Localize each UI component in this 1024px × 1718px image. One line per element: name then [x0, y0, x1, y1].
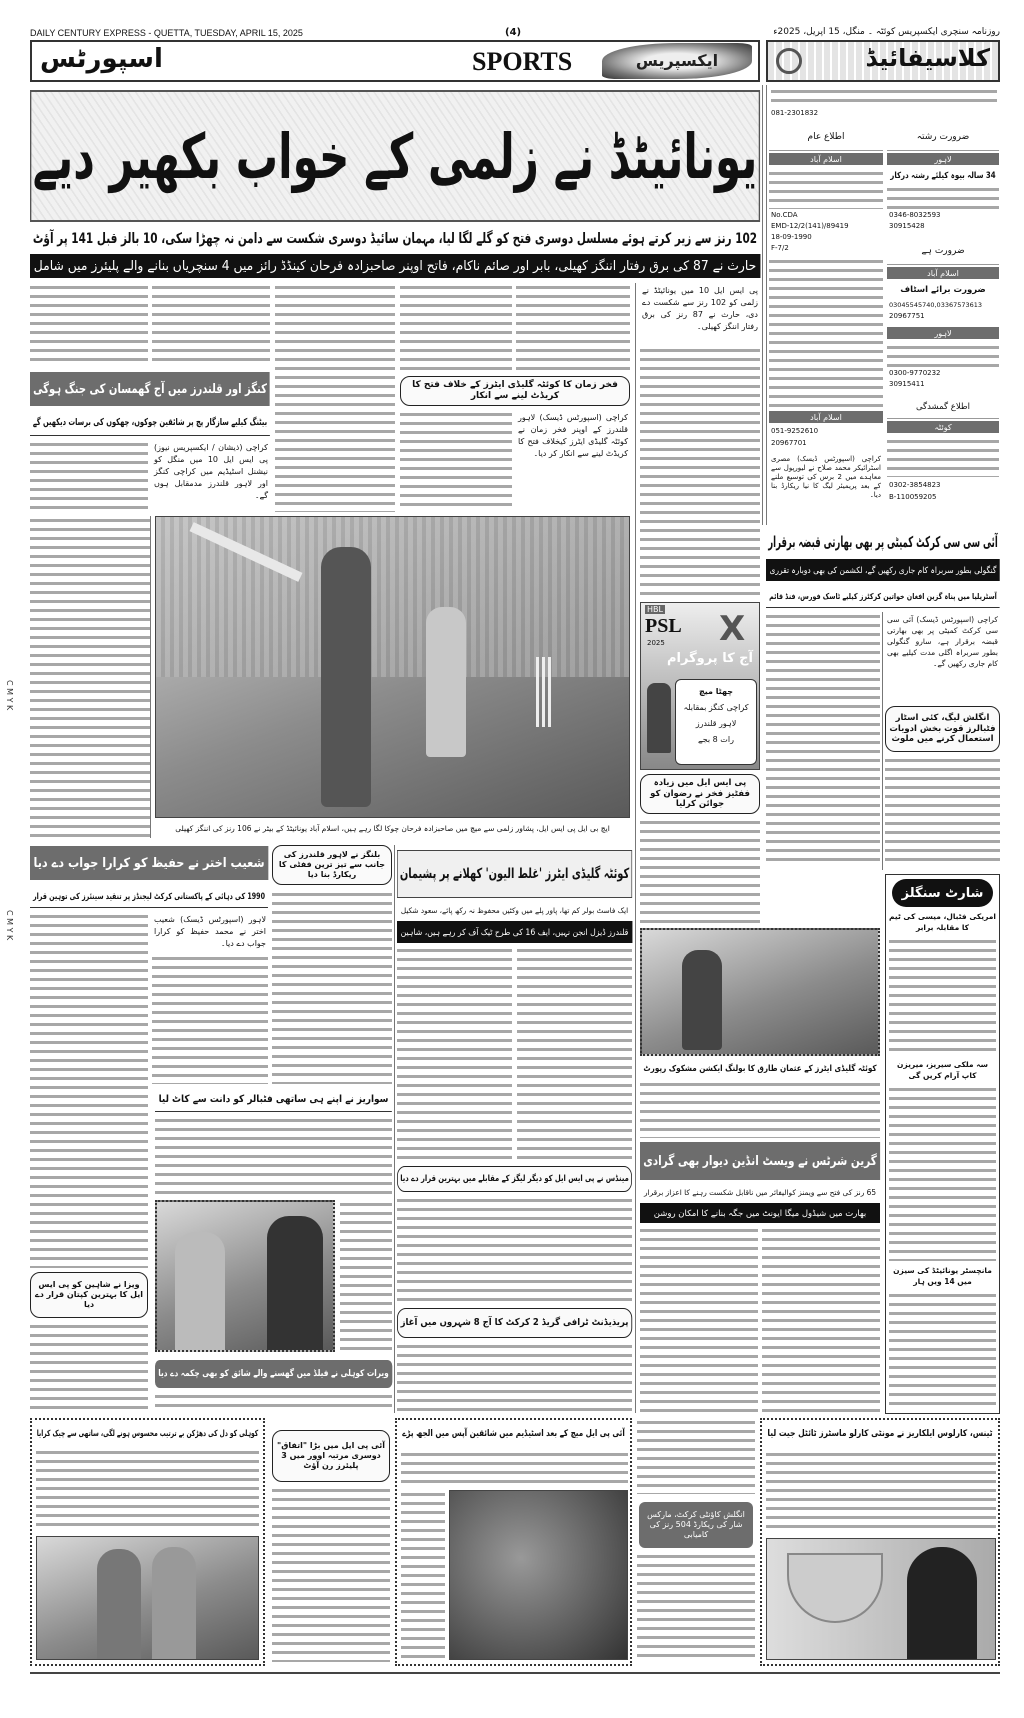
- lead-black-bar: حارث نے 87 کی برق رفتار اننگز کھیلی، بابر اور صائم ناکام، فاتح اوپنر صاحبزادہ فرحان کینڈڈ رائز میں 4 سنچریاں بنانے والے پلیئرز میں شامل: [30, 254, 760, 278]
- shoaib-headline: شعیب اختر نے حفیظ کو کرارا جواب دے دیا: [30, 846, 268, 880]
- text-column: [640, 1080, 880, 1138]
- short-single-headline: سہ ملکی سیریز، میریزن کاپ آرام کریں گی: [889, 1059, 996, 1081]
- usman-tariq-photo: [640, 928, 880, 1056]
- classified-phone: 051-9252610: [771, 427, 819, 435]
- section-title-urdu: اسپورٹس: [40, 44, 163, 74]
- masthead: [30, 40, 760, 82]
- classified-city: اسلام آباد: [769, 153, 883, 165]
- text-column: [397, 946, 512, 1160]
- wiese-headline: ویزا نے شاہین کو پی ایس ایل کا بہترین کپتان قرار دے دیا: [30, 1272, 148, 1318]
- county-headline: انگلش کاؤنٹی کرکٹ، مارکس شار کی ریکارڈ 504 رنز کی کامیابی: [639, 1502, 753, 1548]
- text-column: [30, 440, 148, 512]
- lead-photo-caption: ایچ بی ایل پی ایس ایل، پشاور زلمی سے میچ میں صاحبزادہ فرحان چوکا لگا رہے ہیں، اسلام آباد یونائیٹڈ کے بیٹر نے 106 رنز کی اننگز کھیلی: [155, 820, 630, 836]
- classified-phone: 0302-3854823: [889, 481, 941, 489]
- text-column: [766, 1450, 996, 1534]
- column-divider: [150, 516, 151, 838]
- text-column: [30, 912, 148, 1268]
- text-column: [885, 756, 1000, 866]
- short-single-headline: امریکی فٹبال، میسی کی ٹیم کا مقابلہ برابر: [889, 912, 996, 932]
- player-figure: [175, 1232, 225, 1352]
- cmyk-mark: C M Y K: [5, 680, 14, 711]
- green-shirts-headline: گرین شرٹس نے ویسٹ انڈین دیوار بھی گرادی: [640, 1142, 880, 1180]
- express-logo: ایکسپریس: [602, 43, 752, 79]
- short-singles-column: [885, 874, 1000, 1414]
- text-column: [275, 283, 395, 512]
- classified-notice: [771, 87, 997, 107]
- bottom-rule: [30, 1672, 1000, 1674]
- column-divider: [762, 85, 763, 525]
- column-divider: [394, 845, 395, 1413]
- quetta-eleven-black-bar: قلندرز ڈیزل انجن نہیں، ایف 16 کی طرح ٹیک آف کر رہے ہیں، شاہین: [397, 921, 632, 943]
- salah-body: کراچی (اسپورٹس ڈیسک) مصری اسٹرائیکر محمد صلاح نے لیورپول سے معاہدے میں 2 برس کی توسیع ملنے کے بعد پریمیئر لیگ کا نیا ریکارڈ بنا دیا۔: [769, 453, 883, 523]
- ipl-fans-headline: آئی پی ایل میچ کے بعد اسٹیڈیم میں شائقین آپس میں الجھ پڑے: [399, 1422, 628, 1446]
- classified-ref: 30915411: [889, 380, 925, 388]
- kings-qalandars-headline: کنگز اور قلندرز میں آج گھمسان کی جنگ ہوگی: [30, 372, 270, 406]
- classified-code: No.CDA: [771, 211, 798, 219]
- page-number: (4): [505, 27, 522, 38]
- text-column: [637, 1418, 755, 1494]
- icc-headline: آئی سی سی کرکٹ کمیٹی پر بھی بھارتی قبضہ برقرار: [766, 528, 1000, 556]
- text-column: [762, 1226, 880, 1412]
- ipl-fans-photo: [449, 1490, 628, 1660]
- suarez-photo: [155, 1200, 335, 1352]
- text-column: [36, 1448, 259, 1532]
- text-column: [889, 937, 996, 1055]
- psl-match-label: چھٹا میچ: [698, 687, 734, 696]
- text-column: [340, 1200, 392, 1352]
- quetta-eleven-headline: کوئٹہ گلیڈی ایٹرز 'غلط الیون' کھلانے پر پشیمان: [397, 850, 632, 898]
- classified-ad-text: [887, 437, 999, 477]
- classified-label-gumshudgi: اطلاع گمشدگی: [887, 395, 999, 419]
- kings-qalandars-subheadline: بیٹنگ کیلیے سازگار پچ پر شائقین چوکوں، چھکوں کی برسات دیکھیں گے: [30, 410, 270, 436]
- classified-title: کلاسیفائیڈ: [865, 44, 990, 72]
- green-shirts-black-bar: بھارت میں شیڈول میگا ایونٹ میں جگہ بنانے کا امکان روشن: [640, 1203, 880, 1223]
- classified-ad-title: ضرورت برائے اسٹاف: [887, 282, 999, 296]
- lead-story-body: پی ایس ایل 10 میں یونائیٹڈ نے زلمی کو 102 رنز سے شکست دے دی، حارث نے 87 رنز کی برق رفتار اننگز کھیلی۔: [640, 283, 760, 343]
- classified-ad-text: [887, 343, 999, 367]
- text-column: [397, 1196, 632, 1304]
- player-figure: [907, 1547, 977, 1660]
- fakhar-fifties-headline: پی ایس ایل میں زیادہ ففٹیز فخر نے رضوان کو جوائن کرلیا: [640, 774, 760, 814]
- classified-code: F-7/2: [771, 244, 789, 252]
- text-column: [889, 1085, 996, 1262]
- kohli-heart-headline: کوہلی کو دل کی دھڑکن بے ترتیب محسوس ہونے لگی، ساتھی سے چیک کرایا: [34, 1422, 261, 1444]
- trophy-image: [787, 1553, 883, 1623]
- icc-subheadline: آسٹریلیا میں پناہ گزین افغان خواتین کرکٹرز کیلیے ٹاسک فورس، فنڈ قائم: [766, 586, 1000, 608]
- kohli-photo: [36, 1536, 259, 1660]
- psl-logo: PSL: [645, 615, 682, 637]
- shoaib-subheadline: 1990 کی دہائی کے پاکستانی کرکٹ لیجنڈز پر تنقید سینئرز کی توہین قرار: [30, 886, 268, 908]
- batsman-figure: [321, 547, 371, 807]
- alcaraz-story: [760, 1418, 1000, 1666]
- text-column: [152, 954, 268, 1084]
- text-column: [272, 1486, 390, 1662]
- cmyk-mark-2: C M Y K: [5, 910, 14, 941]
- short-single-headline: مانچسٹر یونائیٹڈ کی سیزن میں 14 ویں ہار: [889, 1265, 996, 1287]
- fakhar-body: کراچی (اسپورٹس ڈیسک) لاہور قلندرز کے اوپنر فخر زمان نے کوئٹہ گلیڈی ایٹرز کیخلاف فتح کا کریڈٹ لینے سے انکار کر دیا۔: [516, 410, 630, 512]
- player-figure: [267, 1216, 323, 1352]
- lead-photo: [155, 516, 630, 818]
- fielder-figure: [426, 607, 466, 757]
- psl-year: 2025: [647, 639, 665, 647]
- classified-label-zaroorat: ضرورت ہے: [887, 237, 999, 265]
- text-column: [155, 1392, 392, 1412]
- alcaraz-photo: [766, 1538, 996, 1660]
- classified-ref: B-110059205: [889, 493, 937, 501]
- english-league-headline: انگلش لیگ، کئی اسٹار فٹبالرز قوت بخش ادویات استعمال کرنے میں ملوث: [885, 706, 1000, 752]
- trophy-icon: [647, 683, 671, 753]
- suarez-headline: سواریز نے اپنے ہی ساتھی فٹبالر کو دانت سے کاٹ لیا: [155, 1088, 392, 1112]
- kohli-heart-story: [30, 1418, 265, 1666]
- text-column: [517, 946, 632, 1160]
- classified-city: لاہور: [887, 153, 999, 165]
- psl-match-teams: کراچی کنگز بمقابلہ: [683, 703, 749, 712]
- dateline-urdu: روزنامہ سنچری ایکسپریس کوئٹہ ۔ منگل، 15 اپریل، 2025ء: [773, 27, 1000, 37]
- psl-brand: HBL: [647, 605, 663, 614]
- classified-city: کوئٹہ: [887, 421, 999, 433]
- classified-label-ittela: اطلاع عام: [769, 123, 883, 151]
- quetta-eleven-subheadline: ایک فاسٹ بولر کم تھا، پاور پلے میں وکٹیں محفوظ نہ رکھ پائے، سعود شکیل: [397, 901, 632, 919]
- player-figure: [152, 1547, 196, 1660]
- classified-phone: 0300-9770232: [889, 369, 941, 377]
- classified-ad-text: [769, 169, 883, 209]
- text-column: [155, 1116, 392, 1196]
- text-column: [30, 516, 150, 838]
- mendis-headline: مینڈس نے پی ایس ایل کو دیگر لیگز کے مقابلے میں بہترین قرار دے دیا: [397, 1166, 632, 1192]
- text-column: [152, 283, 270, 367]
- text-column: [640, 346, 760, 598]
- psl-edition: X: [719, 609, 746, 649]
- classified-ref: 20967701: [771, 439, 807, 447]
- classified-ref: 30915428: [889, 222, 925, 230]
- text-column: [400, 283, 512, 373]
- magnifier-icon: [776, 48, 802, 74]
- column-divider: [635, 283, 636, 1413]
- classified-ad-text: [769, 257, 883, 407]
- text-column: [401, 1490, 445, 1660]
- county-story: [637, 1418, 755, 1666]
- psl-match-time: رات 8 بجے: [698, 735, 734, 744]
- kohli-fan-headline: ویرات کوہلی نے فیلڈ میں گھسنے والے شائق کو بھی چکمہ دے دیا: [155, 1360, 392, 1388]
- classified-ref: 20967751: [889, 312, 925, 320]
- icc-black-bar: گنگولی بطور سربراہ کام جاری رکھیں گے، لکشمن کی بھی دوبارہ تقرری: [766, 559, 1000, 581]
- billings-headline: بلنگز نے لاہور قلندرز کی جانب سے تیز ترین ففٹی کا ریکارڈ بنا دیا: [272, 845, 392, 885]
- text-column: [30, 1322, 148, 1412]
- classified-phone: 0346-8032593: [889, 211, 941, 219]
- lead-subheadline: 102 رنز سے زیر کرتے ہوئے مسلسل دوسری فتح کو گلے لگا لیا، مہمان سائیڈ دوسری شکست سے دامن نہ چھڑا سکی، 10 بالز قبل 141 پر آؤٹ: [30, 226, 760, 252]
- usman-tariq-caption: کوئٹہ گلیڈی ایٹرز کے عثمان طارق کا بولنگ ایکشن مشکوک رپورٹ: [640, 1058, 880, 1078]
- classified-phone: 03045545740,03367573613: [889, 301, 983, 309]
- short-singles-title: شارٹ سنگلز: [892, 879, 993, 907]
- section-title-english: SPORTS: [472, 47, 573, 76]
- ipl-fans-story: [395, 1418, 632, 1666]
- text-column: [516, 283, 630, 373]
- column-divider: [882, 612, 883, 870]
- player-figure: [97, 1549, 141, 1660]
- text-column: [766, 612, 880, 866]
- text-column: [889, 1291, 996, 1409]
- classified-ad-text: [887, 185, 999, 209]
- text-column: [272, 890, 392, 1084]
- psl-program-title: آج کا پروگرام: [667, 651, 753, 666]
- dateline-english: DAILY CENTURY EXPRESS - QUETTA, TUESDAY, APRIL 15, 2025: [30, 28, 303, 38]
- ipl-runouts-story: [270, 1418, 392, 1666]
- classified-code: EMD-12/2(141)/89419: [771, 222, 849, 230]
- fakhar-headline: فخر زمان کا کوئٹہ گلیڈی ایٹرز کے خلاف فتح کا کریڈٹ لینے سے انکار: [400, 376, 630, 406]
- psl-match-opponent: لاہور قلندرز: [695, 719, 737, 728]
- text-column: [401, 1450, 628, 1486]
- text-column: [640, 1226, 758, 1412]
- text-column: [397, 1342, 632, 1412]
- text-column: [637, 1552, 755, 1662]
- president-trophy-headline: پریذیڈنٹ ٹرافی گریڈ 2 کرکٹ کا آج 8 شہروں میں آغاز: [397, 1308, 632, 1338]
- classified-code: 18-09-1990: [771, 233, 812, 241]
- alcaraz-headline: ٹینس، کارلوس ایلکاریز نے مونٹی کارلو ماسٹرز ٹائٹل جیت لیا: [764, 1422, 996, 1446]
- kings-qalandars-body: کراچی (ذیشان / ایکسپریس نیوز) پی ایس ایل 10 میں منگل کو نیشنل اسٹیڈیم میں کراچی کنگز اور لاہور قلندرز مدمقابل ہوں گے۔: [152, 440, 270, 512]
- classified-city: اسلام آباد: [887, 267, 999, 279]
- text-column: [30, 283, 148, 367]
- shoaib-body: لاہور (اسپورٹس ڈیسک) شعیب اختر نے محمد حفیظ کو کرارا جواب دے دیا۔: [152, 912, 268, 952]
- ipl-runouts-headline: آئی پی ایل میں بڑا "اتفاق" دوسری مرتبہ اوور میں 3 پلیئرز رن آؤٹ: [272, 1430, 390, 1482]
- classified-city: اسلام آباد: [769, 411, 883, 423]
- text-column: [640, 818, 760, 924]
- psl-program-box: [640, 602, 760, 770]
- bowler-figure: [682, 950, 722, 1050]
- stumps: [536, 657, 552, 727]
- green-shirts-subheadline: 65 رنز کی فتح سے ویمنز کوالیفائر میں ناقابل شکست رہنے کا اعزاز برقرار: [640, 1183, 880, 1201]
- icc-body: کراچی (اسپورٹس ڈیسک) آئی سی سی کرکٹ کمیٹی پر بھی بھارتی قبضہ برقرار ہے، سارو گنگولی بطور سربراہ اگلی مدت کیلیے بھی کام جاری رکھیں گے۔: [885, 612, 1000, 702]
- text-column: [400, 410, 512, 512]
- lead-headline: یونائیٹڈ نے زلمی کے خواب بکھیر دیے: [30, 90, 760, 222]
- classified-label-rishta: ضرورت رشتہ: [887, 123, 999, 151]
- classifieds-area: [766, 85, 1000, 525]
- classified-notice-phone: 081-2301832: [771, 109, 819, 117]
- classified-ad-title: 34 سالہ بیوہ کیلئے رشتہ درکار: [887, 168, 999, 182]
- classified-city: لاہور: [887, 327, 999, 339]
- psl-match-card: [675, 679, 757, 765]
- classified-header: [766, 40, 1000, 82]
